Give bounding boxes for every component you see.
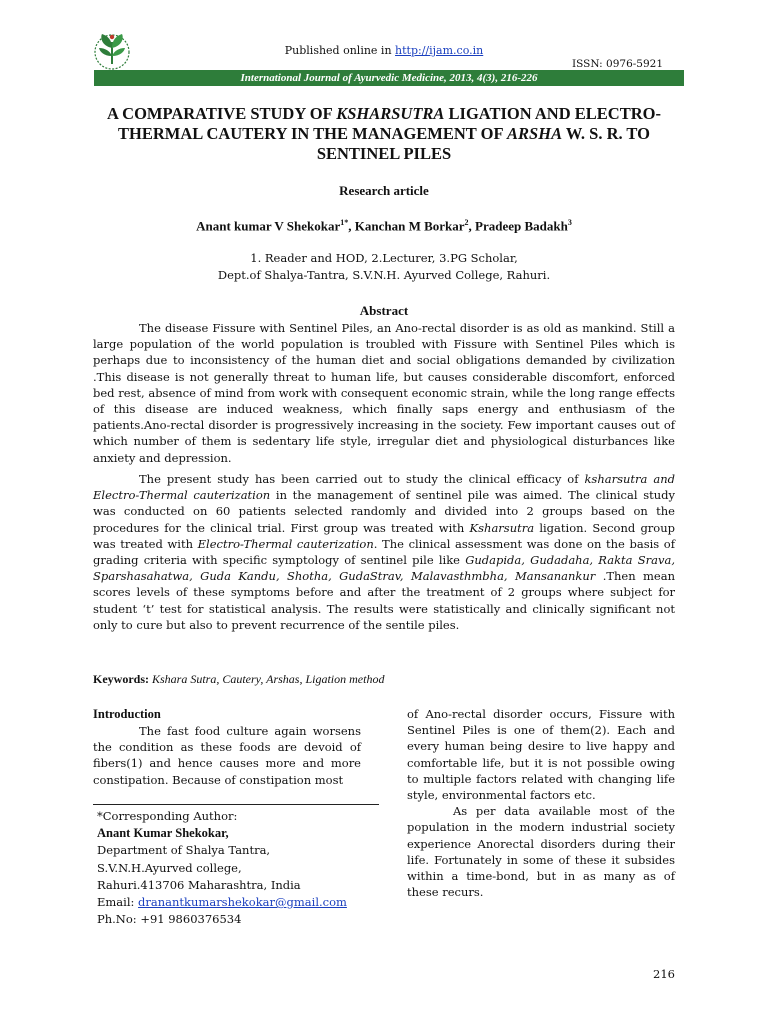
page-number: 216 <box>653 967 675 981</box>
corresponding-author-block <box>97 808 347 928</box>
intro-paragraph: of Ano-rectal disorder occurs, Fissure with Sentinel Piles is one of them(2). Each and every human being desire to live happy and comfortable life, but it is not possible owing to multiple factors related with changing life style, environmental factors etc. <box>407 707 675 803</box>
introduction-heading: Introduction <box>93 707 161 721</box>
keywords: Keywords: Kshara Sutra, Cautery, Arshas, Ligation method <box>93 672 385 686</box>
intro-paragraph: As per data available most of the population in the modern industrial society experience Anorectal disorders during their life. Fortunately in some of these it subsides within a time-bond, but in as many as of these recurs. <box>407 804 675 900</box>
journal-banner: International Journal of Ayurvedic Medicine, 2013, 4(3), 216-226 <box>94 70 684 86</box>
affiliation-line: Dept.of Shalya-Tantra, S.V.N.H. Ayurved College, Rahuri. <box>217 268 551 282</box>
corresponding-phone: Ph.No: +91 9860376534 <box>97 912 242 927</box>
author-list: Anant kumar V Shekokar$^{1*}$, Kanchan M Borkar$^2$, Pradeep Badakh$^3$ <box>196 218 572 234</box>
abstract-paragraph: The disease Fissure with Sentinel Piles, an Ano-rectal disorder is as old as mankind. Still a large population of the world population is troubled with Fissure with Sentinel Piles which is perhaps due to inconsistency of the human diet and social obligations demanded by civilization .This disease is not generally threat to human life, but causes considerable discomfort, enforced bed rest, absence of mind from work with consequent economic strain, while the long range effects of this disease are induced weakness, which finally saps energy and enthusiasm of the patients.Ano-rectal disorder is progressively increasing in the society. Few important causes out of which number of them is sedentary life style, irregular diet and physiological disturbances like anxiety and depression. <box>93 321 675 465</box>
affiliation-line: 1. Reader and HOD, 2.Lecturer, 3.PG Scholar, <box>250 251 518 265</box>
introduction-column-left: The fast food culture again worsens the condition as these foods are devoid of fibers(1) and hence causes more and more constipation. Because of constipation most <box>93 724 361 787</box>
corresponding-name: Anant Kumar Shekokar, <box>97 826 229 841</box>
published-online: Published online in http://ijam.co.in <box>284 44 484 57</box>
abstract-paragraph: The present study has been carried out to study the clinical efficacy of ksharsutra and Electro-Thermal cauterization in the management of sentinel pile was aimed. The clinical study was conducted on 60 patients selected randomly and divided into 2 groups based on the procedures for the clinical trial. First group was treated with Ksharsutra ligation. Second group was treated with Electro-Thermal cauterization. The clinical assessment was done on the basis of grading criteria with specific symptology of sentinel pile like Gudapida, Gudadaha, Rakta Srava, Sparshasahatwa, Guda Kandu, Shotha, GudaStrav, Malavasthmbha, Mansanankur .Then mean scores levels of these symptoms before and after the treatment of 2 groups where subject for student ‘t’ test for statistical analysis. The results were statistically and clinically significant not only to cure but also to prevent recurrence of the sentile piles. <box>93 472 675 632</box>
corresponding-dept: Department of Shalya Tantra, <box>97 843 271 858</box>
paper-title: A COMPARATIVE STUDY OF KSHARSUTRA LIGATION AND ELECTRO-THERMAL CAUTERY IN THE MANAGEMENT OF ARSHA W. S. R. TO SENTINEL PILES <box>107 104 661 163</box>
journal-link[interactable]: http://ijam.co.in <box>395 44 484 57</box>
issn: ISSN: 0976-5921 <box>572 58 664 70</box>
corresponding-address: Rahuri.413706 Maharashtra, India <box>97 877 301 892</box>
abstract-heading: Abstract <box>359 303 409 318</box>
introduction-column-right <box>407 706 675 900</box>
corresponding-label: *Corresponding Author: <box>97 809 238 823</box>
article-type: Research article <box>339 183 429 198</box>
corresponding-email-line: Email: dranantkumarshekokar@gmail.com <box>97 895 347 910</box>
email-link[interactable]: dranantkumarshekokar@gmail.com <box>138 895 347 910</box>
footnote-divider <box>93 804 379 805</box>
corresponding-college: S.V.N.H.Ayurved college, <box>97 860 242 875</box>
affiliation <box>0 250 768 284</box>
